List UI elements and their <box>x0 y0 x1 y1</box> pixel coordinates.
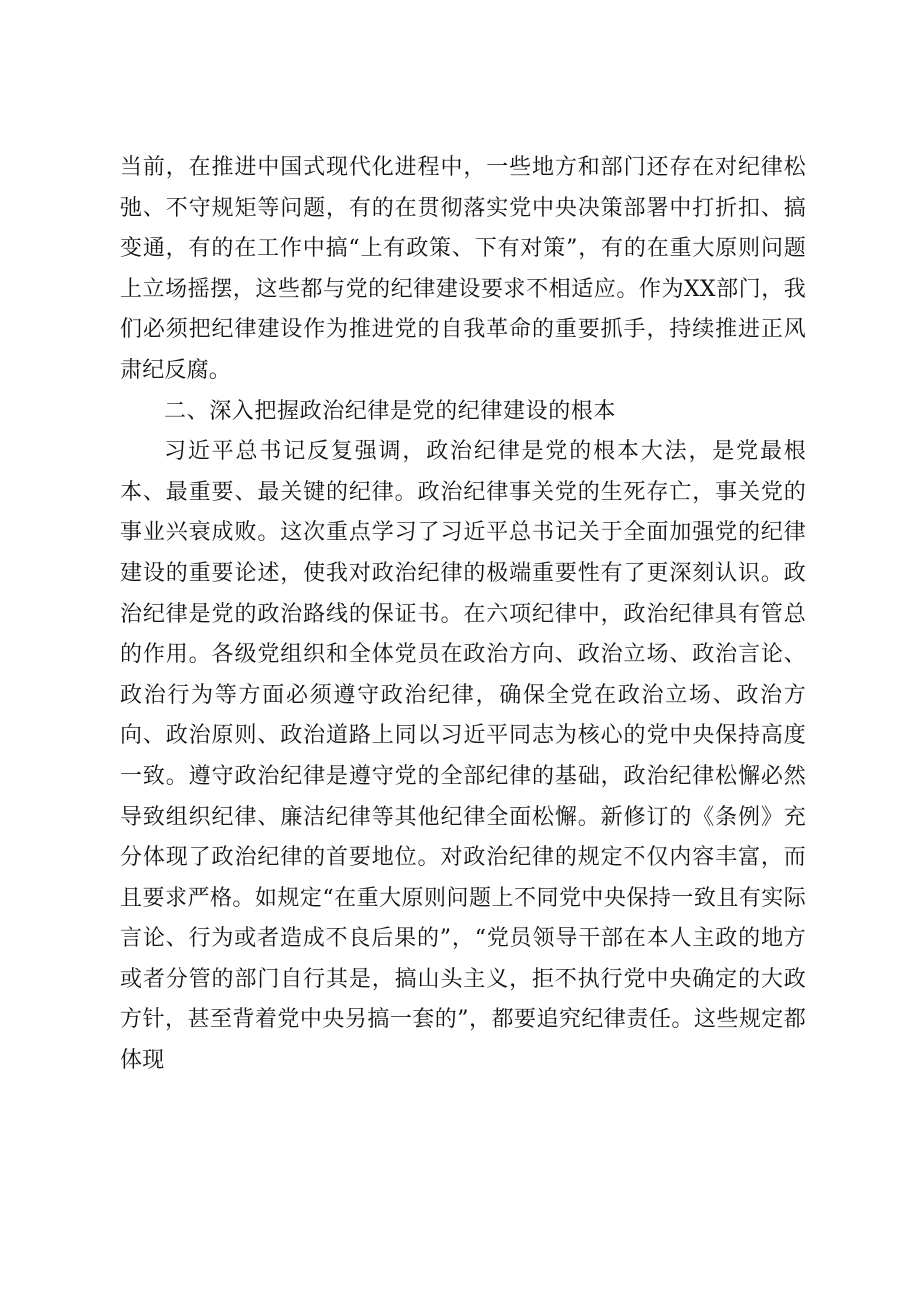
paragraph-current-situation: 当前，在推进中国式现代化进程中，一些地方和部门还存在对纪律松弛、不守规矩等问题，有的在贯彻落实党中央决策部署中打折扣、搞变通，有的在工作中搞“上有政策、下有对策”，有的在重大原则问题上立场摇摆，这些都与党的纪律建设要求不相适应。作为XX部门，我们必须把纪律建设作为推进党的自我革命的重要抓手，持续推进正风肃纪反腐。 <box>120 155 806 383</box>
section-heading-2: 二、深入把握政治纪律是党的纪律建设的根本 <box>164 398 617 424</box>
paragraph-political-discipline: 习近平总书记反复强调，政治纪律是党的根本大法，是党最根本、最重要、最关键的纪律。政治纪律事关党的生死存亡，事关党的事业兴衰成败。这次重点学习了习近平总书记关于全面加强党的纪律建设的重要论述，使我对政治纪律的极端重要性有了更深刻认识。政治纪律是党的政治路线的保证书。在六项纪律中，政治纪律具有管总的作用。各级党组织和全体党员在政治方向、政治立场、政治言论、政治行为等方面必须遵守政治纪律，确保全党在政治立场、政治方向、政治原则、政治道路上同以习近平同志为核心的党中央保持高度一致。遵守政治纪律是遵守党的全部纪律的基础，政治纪律松懈必然导致组织纪律、廉洁纪律等其他纪律全面松懈。新修订的《条例》充分体现了政治纪律的首要地位。对政治纪律的规定不仅内容丰富，而且要求严格。如规定“在重大原则问题上不同党中央保持一致且有实际言论、行为或者造成不良后果的”，“党员领导干部在本人主政的地方或者分管的部门自行其是，搞山头主义，拒不执行党中央确定的大政方针，甚至背着党中央另搞一套的”，都要追究纪律责任。这些规定都体现 <box>120 439 806 1074</box>
document-body <box>120 148 806 1082</box>
